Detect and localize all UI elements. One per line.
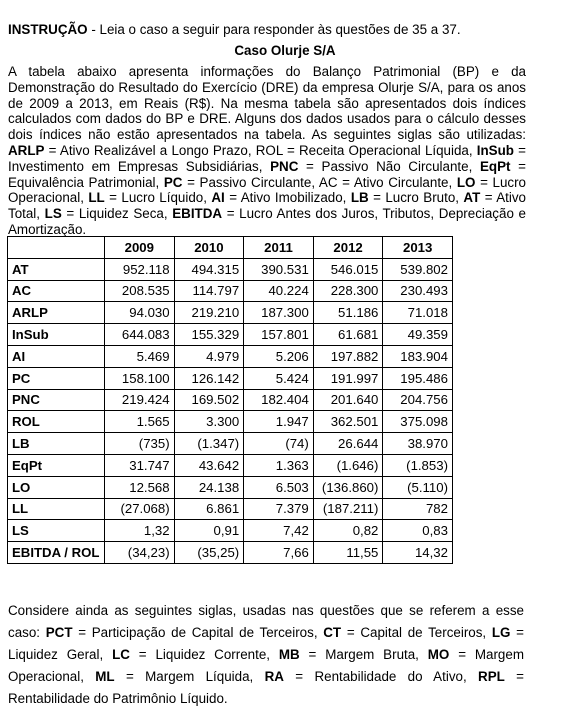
acronym-text: ML (95, 669, 115, 684)
table-cell: 51.186 (313, 302, 383, 324)
table-cell: 7.379 (244, 498, 314, 520)
acronym-text: ARLP (8, 142, 45, 158)
table-cell: (136.860) (313, 476, 383, 498)
table-cell: 155.329 (174, 324, 244, 346)
table-cell: 390.531 (244, 258, 314, 280)
table-cell: 6.861 (174, 498, 244, 520)
table-header-cell: 2012 (313, 237, 383, 259)
table-cell: 546.015 (313, 258, 383, 280)
table-cell: 201.640 (313, 389, 383, 411)
paragraph-text: = Liquidez Corrente, (129, 647, 279, 662)
table-cell: 3.300 (174, 411, 244, 433)
table-cell: (735) (105, 433, 175, 455)
table-cell: 43.642 (174, 454, 244, 476)
table-cell: 494.315 (174, 258, 244, 280)
row-label: PNC (8, 389, 105, 411)
paragraph-text: = Margem Bruta, (299, 647, 428, 662)
table-row (8, 433, 453, 455)
acronym-text: InSub (476, 142, 514, 158)
table-cell: 644.083 (105, 324, 175, 346)
table-cell: 24.138 (174, 476, 244, 498)
table-cell: 38.970 (383, 433, 453, 455)
table-cell: 5.424 (244, 367, 314, 389)
table-cell: (187.211) (313, 498, 383, 520)
table-cell: 204.756 (383, 389, 453, 411)
table-cell: 5.206 (244, 345, 314, 367)
table-header-cell: 2009 (105, 237, 175, 259)
row-label: AT (8, 258, 105, 280)
acronym-text: RPL (478, 669, 505, 684)
table-cell: 14,32 (383, 542, 453, 564)
table-cell: 26.644 (313, 433, 383, 455)
table-cell: 1.947 (244, 411, 314, 433)
paragraph-text: A tabela abaixo apresenta informações do Balanço Patrimonial (BP) e da Demonstração do Resultado do Exercício (DRE) da empresa Olurje S/A, para os anos de 2009 a 2013, em Reais (R$). Na mesma tabela são apresentados dois índices calculados com dados do BP e DRE. Alguns dos dados usados para o cálculo desses dois índices não estão apresentados na tabela. As seguintes siglas são utilizadas: (8, 64, 526, 143)
paragraph-text: = Passivo Circulante, AC = Ativo Circulante, (182, 174, 457, 190)
row-label: PC (8, 367, 105, 389)
table-cell: (35,25) (174, 542, 244, 564)
acronym-text: MO (427, 647, 450, 662)
table-cell: 169.502 (174, 389, 244, 411)
financial-table (7, 236, 453, 564)
paragraph-text: = Equivalência Patrimonial, (8, 158, 526, 190)
paragraph-text: = Liquidez Seca, (61, 206, 173, 222)
table-header-cell (8, 237, 105, 259)
table-cell: 31.747 (105, 454, 175, 476)
acronym-text: LG (491, 625, 511, 640)
table-cell: 952.118 (105, 258, 175, 280)
table-row (8, 258, 453, 280)
row-label: LL (8, 498, 105, 520)
table-row (8, 280, 453, 302)
instruction-text: - Leia o caso a seguir para responder às questões de 35 a 37. (87, 22, 461, 37)
paragraph-text: = Liquidez Geral, (8, 625, 524, 662)
acronym-text: AI (211, 190, 225, 206)
table-row (8, 345, 453, 367)
table-cell: 7,42 (244, 520, 314, 542)
row-label: LO (8, 476, 105, 498)
table-cell: 195.486 (383, 367, 453, 389)
table-header-cell: 2010 (174, 237, 244, 259)
table-header-cell: 2013 (383, 237, 453, 259)
table-cell: 0,83 (383, 520, 453, 542)
paragraph-text: = Participação de Capital de Terceiros, (72, 625, 324, 640)
table-cell: 219.210 (174, 302, 244, 324)
table-cell: 49.359 (383, 324, 453, 346)
row-label: ROL (8, 411, 105, 433)
row-label: EqPt (8, 454, 105, 476)
instruction-line (8, 22, 461, 38)
table-cell: 375.098 (383, 411, 453, 433)
table-cell: 182.404 (244, 389, 314, 411)
table-cell: 94.030 (105, 302, 175, 324)
table-cell: 0,82 (313, 520, 383, 542)
acronym-text: MB (278, 647, 300, 662)
table-cell: 183.904 (383, 345, 453, 367)
acronym-text: LS (44, 206, 62, 222)
table-cell: 782 (383, 498, 453, 520)
paragraph-text: = Lucro Antes dos Juros, Tributos, Depreciação e Amortização. (8, 206, 526, 237)
table-cell: 191.997 (313, 367, 383, 389)
table-row (8, 324, 453, 346)
acronym-text: PCT (45, 625, 73, 640)
table-row (8, 542, 453, 564)
table-cell: 197.882 (313, 345, 383, 367)
table-cell: 1.363 (244, 454, 314, 476)
row-label: InSub (8, 324, 105, 346)
table-row (8, 498, 453, 520)
table-cell: 157.801 (244, 324, 314, 346)
table-cell: (1.347) (174, 433, 244, 455)
table-cell: 6.503 (244, 476, 314, 498)
acronym-text: RA (264, 669, 284, 684)
acronym-text: PC (163, 174, 183, 190)
table-cell: 1.565 (105, 411, 175, 433)
table-row (8, 367, 453, 389)
acronym-text: EBITDA (172, 206, 223, 222)
table-cell: 158.100 (105, 367, 175, 389)
acronym-text: LL (88, 190, 105, 206)
table-cell: 1,32 (105, 520, 175, 542)
table-cell: 4.979 (174, 345, 244, 367)
row-label: LB (8, 433, 105, 455)
instruction-label: INSTRUÇÃO (8, 22, 88, 37)
acronym-text: LO (456, 174, 476, 190)
table-cell: 7,66 (244, 542, 314, 564)
table-cell: 126.142 (174, 367, 244, 389)
row-label: AI (8, 345, 105, 367)
table-cell: 208.535 (105, 280, 175, 302)
case-title: Caso Olurje S/A (234, 43, 336, 58)
paragraph-text: = Lucro Líquido, (104, 190, 212, 206)
closing-paragraph (8, 600, 524, 710)
table-cell: 362.501 (313, 411, 383, 433)
table-cell: 11,55 (313, 542, 383, 564)
table-cell: 5.469 (105, 345, 175, 367)
paragraph-text: = Margem Operacional, (8, 647, 524, 684)
table-cell: 61.681 (313, 324, 383, 346)
table-cell: 187.300 (244, 302, 314, 324)
table-cell: (74) (244, 433, 314, 455)
table-header-cell: 2011 (244, 237, 314, 259)
table-header-row (8, 237, 453, 259)
table-row (8, 520, 453, 542)
table-cell: 219.424 (105, 389, 175, 411)
table-cell: (1.646) (313, 454, 383, 476)
acronym-text: LB (350, 190, 369, 206)
paragraph-text: = Margem Líquida, (114, 669, 265, 684)
table-cell: 12.568 (105, 476, 175, 498)
paragraph-text: = Rentabilidade do Patrimônio Líquido. (8, 669, 524, 706)
table-row (8, 389, 453, 411)
paragraph-text: = Lucro Bruto, (368, 190, 464, 206)
table-row (8, 411, 453, 433)
paragraph-text: = Ativo Realizável a Longo Prazo, ROL = Receita Operacional Líquida, (44, 142, 477, 158)
table-row (8, 476, 453, 498)
paragraph-text: = Passivo Não Circulante, (298, 158, 480, 174)
acronym-text: EqPt (479, 158, 511, 174)
table-cell: 539.802 (383, 258, 453, 280)
acronym-text: PNC (270, 158, 299, 174)
table-cell: (5.110) (383, 476, 453, 498)
acronym-text: LC (112, 647, 130, 662)
table-cell: (34,23) (105, 542, 175, 564)
table-cell: 0,91 (174, 520, 244, 542)
paragraph-text: = Ativo Imobilizado, (224, 190, 351, 206)
row-label: EBITDA / ROL (8, 542, 105, 564)
intro-paragraph (8, 64, 526, 238)
acronym-text: AT (463, 190, 481, 206)
table-cell: (1.853) (383, 454, 453, 476)
row-label: AC (8, 280, 105, 302)
row-label: LS (8, 520, 105, 542)
table-cell: 71.018 (383, 302, 453, 324)
paragraph-text: = Investimento em Empresas Subsidiárias, (8, 142, 526, 174)
paragraph-text: = Lucro Operacional, (8, 174, 526, 206)
acronym-text: CT (323, 625, 342, 640)
table-cell: 40.224 (244, 280, 314, 302)
paragraph-text: = Ativo Total, (8, 190, 526, 222)
table-cell: 230.493 (383, 280, 453, 302)
row-label: ARLP (8, 302, 105, 324)
paragraph-text: = Capital de Terceiros, (341, 625, 492, 640)
table-cell: 228.300 (313, 280, 383, 302)
table-row (8, 454, 453, 476)
paragraph-text: Considere ainda as seguintes siglas, usadas nas questões que se referem a esse caso: (8, 603, 524, 640)
table-row (8, 302, 453, 324)
paragraph-text: = Rentabilidade do Ativo, (283, 669, 479, 684)
table-cell: 114.797 (174, 280, 244, 302)
table-cell: (27.068) (105, 498, 175, 520)
